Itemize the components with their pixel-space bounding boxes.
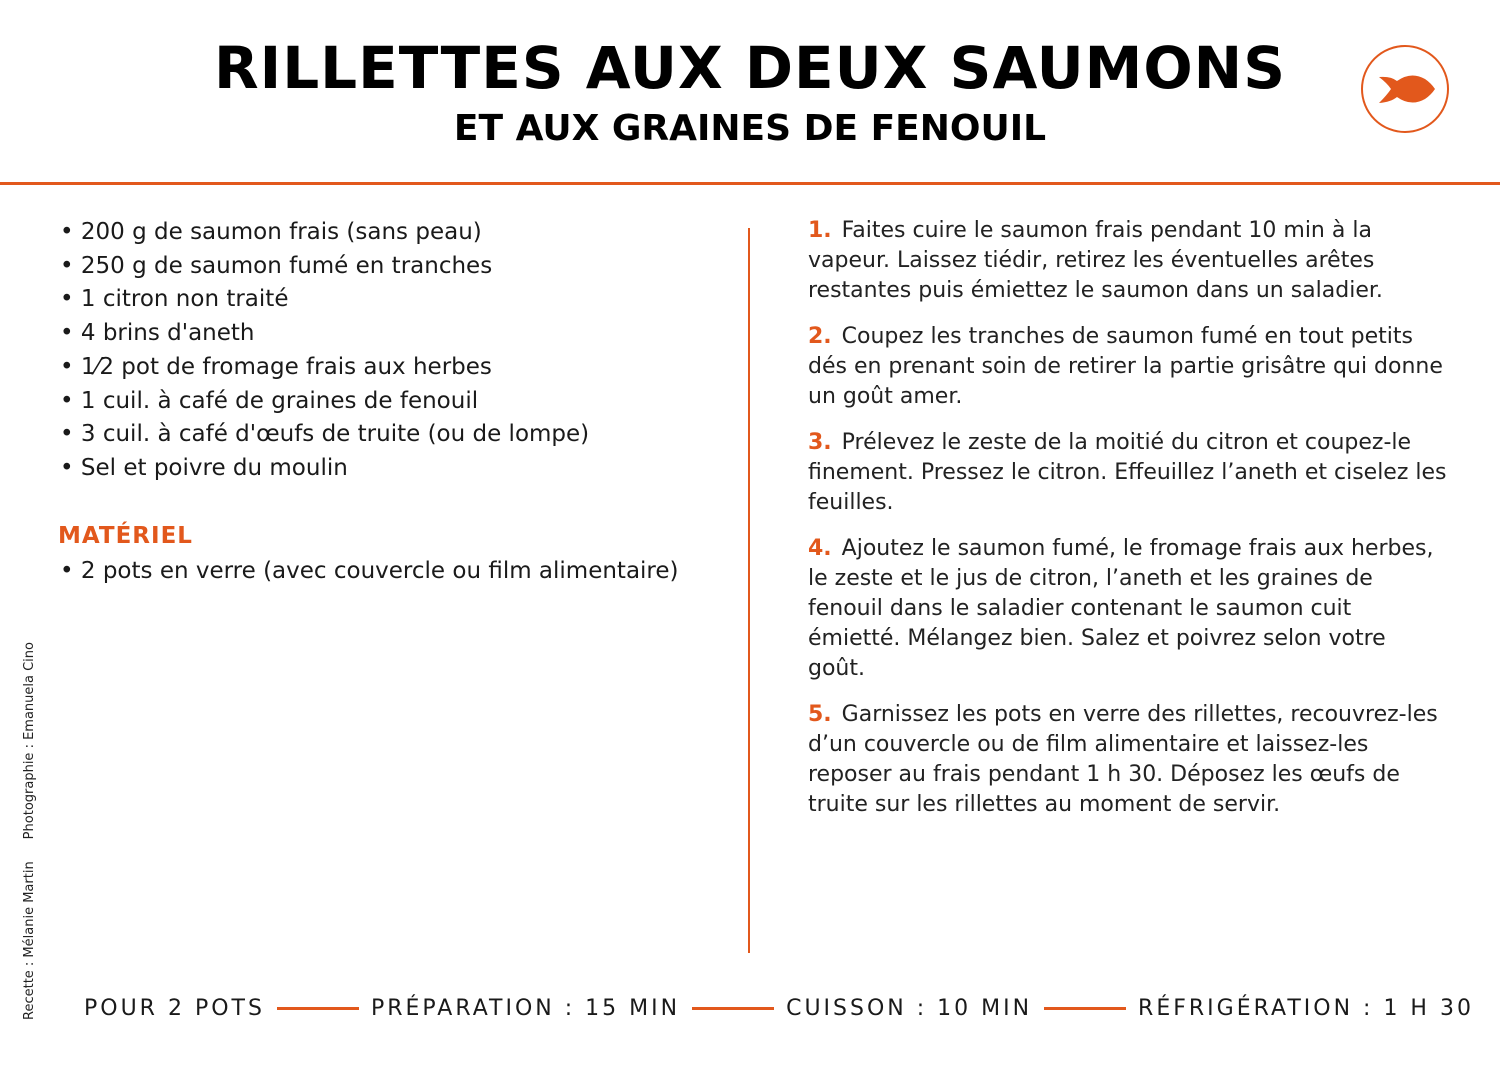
ingredient-item: • 250 g de saumon fumé en tranches (60, 250, 589, 284)
step-item (808, 428, 1448, 518)
step-item (808, 534, 1448, 684)
refrigeration-time: RÉFRIGÉRATION : 1 H 30 (1138, 996, 1474, 1021)
credits (22, 620, 37, 1020)
step-number: 5. (808, 702, 832, 727)
materiel-heading: MATÉRIEL (58, 523, 193, 549)
steps-list (808, 216, 1448, 836)
step-text: Prélevez le zeste de la moitié du citron et coupez-le finement. Pressez le citron. Effeuillez l’aneth et ciselez les feuilles. (808, 430, 1447, 515)
photo-credit: Photographie : Emanuela Cino (22, 642, 37, 840)
separator (692, 1007, 774, 1010)
separator (277, 1007, 359, 1010)
separator (1044, 1007, 1126, 1010)
header-divider (0, 182, 1500, 185)
recipe-info-bar (84, 996, 1474, 1021)
ingredient-item: • 3 cuil. à café d'œufs de truite (ou de lompe) (60, 418, 589, 452)
ingredient-item: • 4 brins d'aneth (60, 317, 589, 351)
fish-icon (1361, 45, 1449, 133)
recipe-credit: Recette : Mélanie Martin (22, 861, 37, 1020)
step-item (808, 700, 1448, 820)
recipe-subtitle: ET AUX GRAINES DE FENOUIL (453, 108, 1047, 149)
ingredients-list (60, 216, 589, 486)
step-text: Faites cuire le saumon frais pendant 10 min à la vapeur. Laissez tiédir, retirez les éventuelles arêtes restantes puis émiettez le saumon dans un saladier. (808, 218, 1383, 303)
step-item (808, 322, 1448, 412)
step-number: 3. (808, 430, 832, 455)
step-text: Ajoutez le saumon fumé, le fromage frais aux herbes, le zeste et le jus de citron, l’aneth et les graines de fenouil dans le saladier contenant le saumon cuit émietté. Mélangez bien. Salez et poivrez selon votre goût. (808, 536, 1434, 681)
step-number: 4. (808, 536, 832, 561)
ingredient-item: • 1 cuil. à café de graines de fenouil (60, 385, 589, 419)
ingredient-item: • 1 citron non traité (60, 283, 589, 317)
column-divider (748, 228, 750, 953)
ingredient-item: • 1⁄2 pot de fromage frais aux herbes (60, 351, 589, 385)
recipe-title: RILLETTES AUX DEUX SAUMONS (213, 34, 1286, 102)
preparation-time: PRÉPARATION : 15 MIN (370, 996, 681, 1021)
step-number: 1. (808, 218, 832, 243)
portions: POUR 2 POTS (84, 996, 265, 1021)
ingredient-item: • 200 g de saumon frais (sans peau) (60, 216, 589, 250)
step-item (808, 216, 1448, 306)
materiel-list (60, 555, 679, 588)
step-text: Garnissez les pots en verre des rillettes, recouvrez-les d’un couvercle ou de film alimentaire et laissez-les reposer au frais pendant 1 h 30. Déposez les œufs de truite sur les rillettes au moment de servir. (808, 702, 1438, 817)
cooking-time: CUISSON : 10 MIN (786, 996, 1033, 1021)
materiel-item: • 2 pots en verre (avec couvercle ou film alimentaire) (60, 555, 679, 588)
ingredient-item: • Sel et poivre du moulin (60, 452, 589, 486)
step-number: 2. (808, 324, 832, 349)
step-text: Coupez les tranches de saumon fumé en tout petits dés en prenant soin de retirer la partie grisâtre qui donne un goût amer. (808, 324, 1443, 409)
